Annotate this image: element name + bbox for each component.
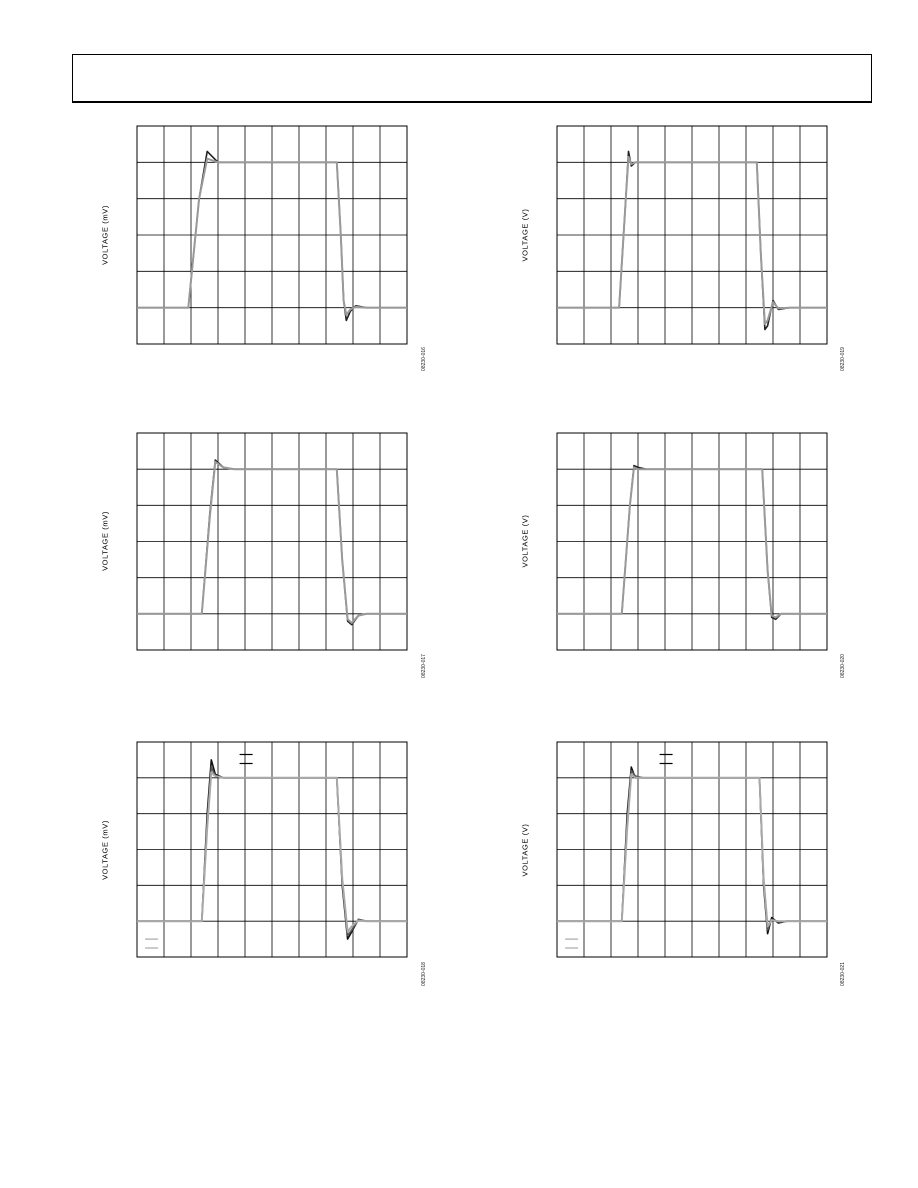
chart-2-y-axis-label: VOLTAGE (V) xyxy=(520,208,530,262)
grid xyxy=(137,742,407,957)
chart-3-plot xyxy=(137,433,407,650)
grid xyxy=(557,742,827,957)
chart-6-figure-id: 08230-021 xyxy=(840,962,846,986)
chart-2-plot xyxy=(557,126,827,344)
chart-5-figure-id: 08230-018 xyxy=(421,962,427,986)
chart-1-plot xyxy=(137,126,407,344)
chart-4-plot xyxy=(557,433,827,650)
chart-2-figure-id: 08230-019 xyxy=(840,347,846,371)
chart-6-plot xyxy=(557,742,827,957)
chart-1-y-axis-label: VOLTAGE (mV) xyxy=(100,205,110,265)
chart-5-y-axis-label: VOLTAGE (mV) xyxy=(100,820,110,880)
chart-3-y-axis-label: VOLTAGE (mV) xyxy=(100,511,110,571)
chart-3-figure-id: 08230-017 xyxy=(421,654,427,678)
grid xyxy=(137,433,407,650)
chart-1-figure-id: 08230-016 xyxy=(421,347,427,371)
grid xyxy=(557,433,827,650)
chart-5-plot xyxy=(137,742,407,957)
grid xyxy=(557,126,827,344)
grid xyxy=(137,126,407,344)
chart-6-y-axis-label: VOLTAGE (V) xyxy=(520,823,530,877)
chart-4-figure-id: 08230-020 xyxy=(840,654,846,678)
page-header-box xyxy=(72,54,872,103)
chart-4-y-axis-label: VOLTAGE (V) xyxy=(520,514,530,568)
